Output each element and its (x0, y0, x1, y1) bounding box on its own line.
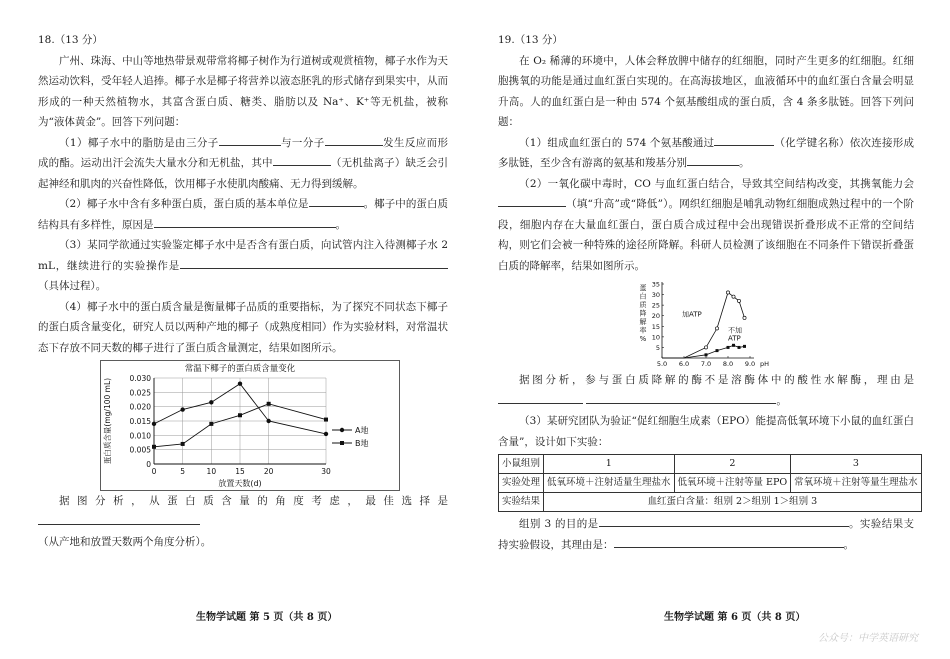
series-label: 不加 (728, 326, 742, 335)
x-tick-label: 5.0 (656, 360, 668, 368)
q18-intro: 广州、珠海、中山等地热带景观带常将椰子树作为行道树或观赏植物，椰子水作为天然运动饮料，受年轻人追捧。椰子水是椰子将营养以液态胚乳的形式储存到果实中，从而形成的一种天然植物水，其富含蛋白质、糖类、脂肪以及 Na⁺、K⁺等无机盐，被称为“液体黄金”。回答下列问题： (38, 54, 448, 128)
q19-header: 19.（13 分） (498, 34, 563, 46)
data-point (705, 353, 708, 356)
q18-s2-a: （2）椰子水中含有多种蛋白质，蛋白质的基本单位是 (59, 198, 309, 210)
q19-s3-q-c: 。 (843, 538, 854, 551)
table-cell: 实验处理 (499, 474, 544, 493)
x-tick-label: 8.0 (722, 360, 734, 368)
q18-s3-b: （具体过程）。 (38, 280, 107, 292)
q19-sub2 (498, 174, 914, 277)
answer-blank[interactable] (614, 535, 844, 548)
y-tick-label: 25 (651, 301, 660, 310)
data-point (324, 432, 328, 436)
data-point (324, 418, 328, 422)
data-point (266, 419, 270, 423)
data-point (152, 422, 156, 426)
series-label: ATP (728, 334, 741, 343)
y-axis-label-char: 质 (639, 301, 647, 309)
y-tick-label: 30 (651, 291, 660, 300)
table-cell: 2 (674, 455, 791, 474)
legend-label: B地 (355, 439, 369, 448)
table-cell: 实验结果 (499, 493, 544, 512)
q18-header: 18.（13 分） (38, 34, 103, 46)
watermark: 公众号：中学英语研究 (818, 633, 918, 644)
series-line (662, 345, 745, 358)
data-point (743, 345, 746, 348)
right-page (498, 30, 918, 555)
y-tick-label: 0.030 (129, 374, 151, 383)
x-axis-label: pH (760, 360, 770, 368)
q19-s2-end: 。 (776, 394, 787, 407)
answer-blank[interactable] (518, 194, 566, 207)
data-point (737, 299, 740, 302)
answer-blank[interactable] (325, 133, 383, 146)
y-tick-label: 0.010 (129, 431, 151, 441)
legend-marker (340, 441, 344, 445)
table-row (499, 474, 922, 493)
x-tick-label: 0 (151, 467, 157, 476)
data-point (209, 400, 213, 404)
data-point (238, 382, 242, 386)
y-axis-label-char: 蛋 (639, 284, 647, 292)
answer-blank[interactable] (219, 133, 281, 146)
answer-blank[interactable] (599, 514, 849, 527)
x-axis-label: 放置天数(d) (218, 479, 262, 488)
q19-sub3: （3）某研究团队为验证“促红细胞生成素（EPO）能提高低氧环境下小鼠的血红蛋白含量”，设计如下实验： (498, 415, 914, 448)
y-axis-label-char: % (639, 335, 647, 343)
y-tick-label: 0 (146, 460, 151, 469)
page-footer-left: 生物学试题 第 5 页（共 8 页） (196, 612, 338, 623)
answer-blank[interactable] (687, 153, 739, 166)
data-point (732, 295, 735, 298)
data-point (716, 349, 719, 352)
q18-s4-q-b: （从产地和放置天数两个角度分析）。 (38, 536, 212, 548)
data-point (180, 407, 184, 411)
answer-blank[interactable] (714, 133, 774, 146)
data-point (727, 346, 730, 349)
legend-marker (340, 428, 344, 432)
y-tick-label: 0.020 (129, 402, 151, 412)
q18-s1-a: （1）椰子水中的脂肪是由三分子 (59, 136, 219, 149)
table-cell: 血红蛋白含量：组别 2＞组别 1＞组别 3 (544, 493, 922, 512)
data-point (209, 422, 213, 426)
experiment-table (498, 454, 922, 512)
answer-blank[interactable] (309, 194, 364, 207)
series-line (662, 292, 745, 358)
data-point (181, 442, 185, 446)
answer-blank[interactable] (180, 256, 448, 269)
answer-blank[interactable] (586, 391, 776, 404)
y-axis-label: 蛋白质含量(mg/100 mL) (103, 377, 112, 465)
chart-title: 常温下椰子的蛋白质含量变化 (184, 364, 296, 374)
degradation-rate-chart (638, 278, 798, 370)
protein-content-chart (100, 360, 400, 491)
q18-sub2 (38, 194, 448, 235)
x-tick-label: 7.0 (700, 360, 712, 368)
series-label: 加ATP (682, 310, 702, 319)
table-cell: 常氧环境＋注射等量生理盐水 (791, 474, 922, 493)
q18-s4-q-a: 据图分析，从蛋白质含量的角度考虑，最佳选择是 (59, 495, 448, 507)
data-point (152, 445, 156, 449)
q19-s2-a: （2）一氧化碳中毒时，CO 与血红蛋白结合，导致其空间结构改变，其携氧能力会 (519, 177, 914, 190)
q18-s1-d: （无机盐离子）缺乏会引起神经和肌肉的兴奋性降低，饮用椰子水使肌肉酸痛、无力得到缓解。 (38, 157, 449, 190)
data-point (238, 413, 242, 417)
q18-sub4: （4）椰子水中的蛋白质含量是衡量椰子品质的重要指标，为了探究不同状态下椰子的蛋白质含量变化，研究人员以两种产地的椰子（成熟度相同）作为实验材料，对常温状态下存放不同天数的椰子进行了蛋白质含量测定，结果如图所示。 (38, 300, 448, 354)
q19-s2-q: 据图分析，参与蛋白质降解的酶不是溶酶体中的酸性水解酶，理由是 (519, 374, 914, 386)
q18-s3-a: （3）某同学欲通过实验鉴定椰子水中是否含有蛋白质，向试管内注入待测椰子水 2 mL，继续进行的实验操作是 (38, 239, 448, 272)
q18-s2-b: 。椰子中的蛋白质结构具有多样性，原因是 (38, 198, 448, 231)
table-cell: 1 (544, 455, 675, 474)
q19-s3-q-a: 组别 3 的目的是 (519, 518, 599, 530)
q19-s1-c: 。 (739, 157, 750, 169)
table-cell: 3 (791, 455, 922, 474)
q19-s2-b: （填“升高”或“降低”）。网织红细胞是哺乳动物红细胞成熟过程中的一个阶段，细胞内存在大量血红蛋白，蛋白质合成过程中会出现错误折叠形成不正常的空间结构，则它们会被一种特殊的途径所降解。科研人员检测了该细胞在不同条件下错误折叠蛋白质的降解率，结果如图所示。 (498, 198, 914, 272)
data-point (267, 402, 271, 406)
q19-sub2-question (498, 370, 914, 411)
y-tick-label: 5 (655, 343, 660, 352)
q18-sub3 (38, 235, 448, 297)
answer-blank[interactable] (498, 391, 583, 404)
left-page (38, 30, 448, 553)
x-tick-label: 9.0 (744, 360, 756, 368)
x-tick-label: 10 (206, 467, 217, 476)
x-tick-label: 30 (321, 467, 331, 476)
x-tick-label: 6.0 (678, 360, 690, 368)
table-cell: 低氧环境＋注射适量生理盐水 (544, 474, 675, 493)
y-axis-label-char: 率 (639, 326, 647, 335)
q18-s1-b: 与一分子 (280, 136, 325, 149)
y-axis-label-char: 降 (639, 309, 647, 318)
y-tick-label: 15 (651, 322, 660, 331)
answer-blank[interactable] (498, 194, 518, 207)
data-point (726, 291, 729, 294)
y-tick-label: 0.015 (129, 417, 151, 426)
data-point (732, 344, 735, 347)
table-row (499, 493, 922, 512)
q19-s3-q-b: 。实验结果支持实验假设，其理由是： (498, 518, 915, 551)
data-point (738, 346, 741, 349)
q18-sub4-question (38, 491, 448, 532)
answer-blank[interactable] (154, 215, 336, 228)
table-cell: 低氧环境＋注射等量 EPO (674, 474, 791, 493)
data-point (743, 316, 746, 319)
data-point (704, 346, 707, 349)
y-tick-label: 0.025 (129, 388, 151, 398)
answer-blank[interactable] (273, 153, 331, 166)
q19-s1-b: （化学键名称）依次连接形成多肽链，至少含有游离的氨基和羧基分别 (498, 136, 914, 169)
y-axis-label-char: 白 (639, 292, 647, 301)
table-row (499, 455, 922, 474)
q19-intro: 在 O₂ 稀薄的环境中，人体会释放脾中储存的红细胞，同时产生更多的红细胞。红细胞携氧的功能是通过血红蛋白实现的。在高海拔地区，血液循环中的血红蛋白含量会明显升高。人的血红蛋白是一种由 574 个氨基酸组成的蛋白质，含 4 条多肽链。回答下列问题： (498, 54, 914, 128)
q19-s1-a: （1）组成血红蛋白的 574 个氨基酸通过 (519, 136, 715, 149)
q19-sub3-question (498, 514, 914, 555)
table-cell: 小鼠组别 (499, 455, 544, 474)
y-axis-label-char: 解 (639, 318, 647, 326)
y-tick-label: 10 (651, 333, 660, 342)
q18-s2-c: 。 (335, 218, 346, 231)
x-tick-label: 5 (180, 467, 186, 476)
answer-blank[interactable] (38, 512, 200, 525)
x-tick-label: 15 (235, 467, 245, 476)
q18-sub1 (38, 133, 448, 195)
data-point (715, 327, 718, 330)
q19-sub1 (498, 133, 914, 174)
q18-s1-c: 发生反应而形成的酯。运动出汗会流失大量水分和无机盐，其中 (38, 136, 449, 169)
y-tick-label: 20 (651, 312, 660, 321)
x-tick-label: 20 (263, 467, 274, 476)
y-tick-label: 35 (651, 280, 660, 289)
y-tick-label: 0.005 (129, 445, 151, 455)
legend-label: A地 (355, 426, 369, 435)
page-footer-right: 生物学试题 第 6 页（共 8 页） (664, 612, 806, 623)
